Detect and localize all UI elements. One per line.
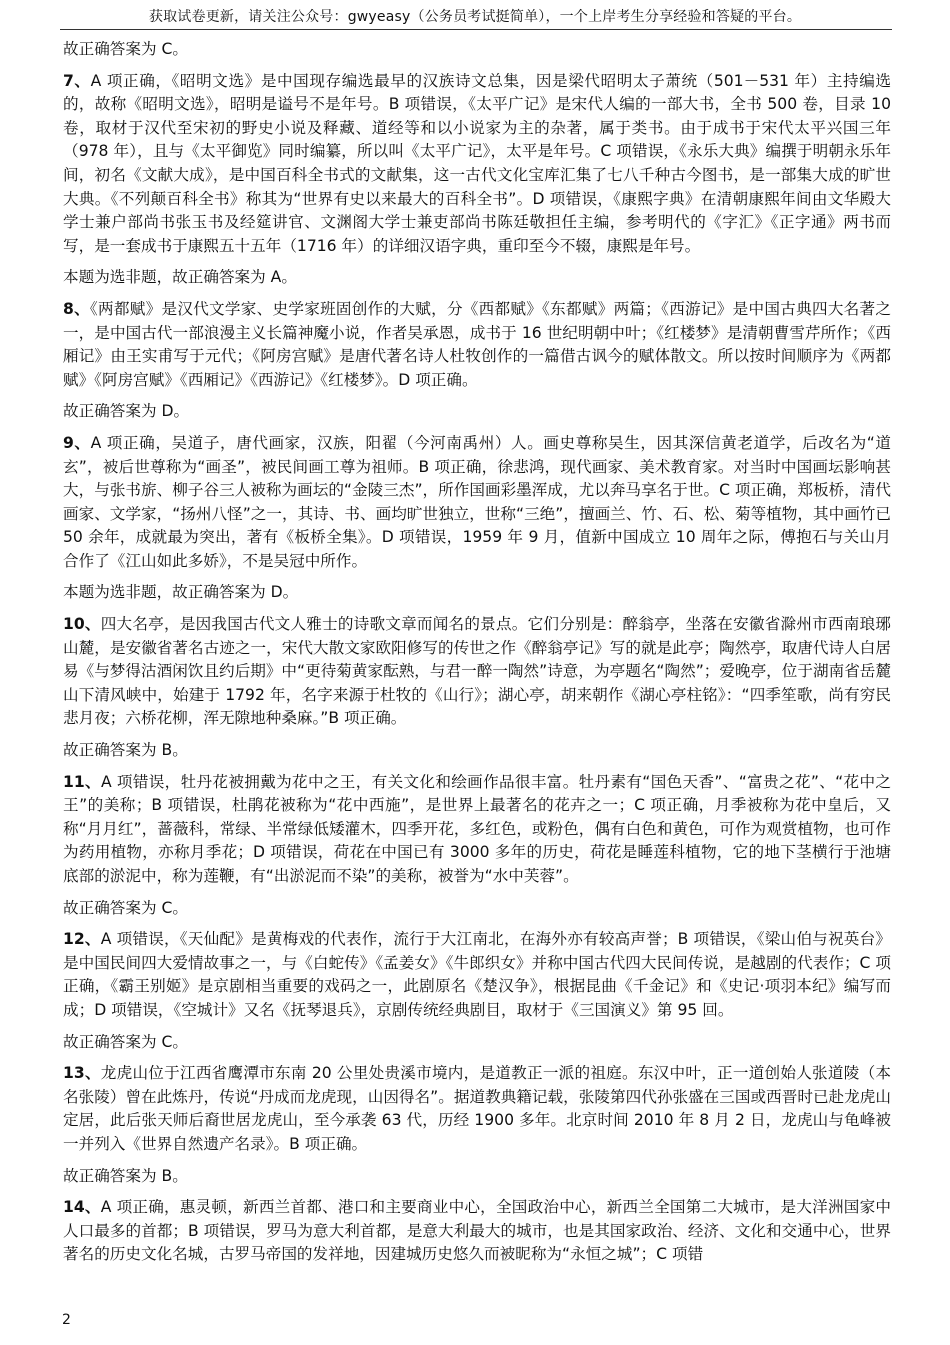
answer-line: 本题为选非题，故正确答案为 D。: [63, 583, 299, 602]
explanation-text: 《两都赋》是汉代文学家、史学家班固创作的大赋，分《西都赋》《东都赋》两篇；《西游记》是中国古典四大名著之一，是中国古代一部浪漫主义长篇神魔小说，作者吴承恩，成书于 16 世纪明朝中叶；《红楼梦》是清朝曹雪芹所作；《西厢记》由王实甫写于元代；《阿房宫赋》是唐代著名诗人杜牧创作的一篇借古讽今的赋体散文。所以按时间顺序为《两都赋》《阿房宫赋》《西厢记》《西游记》《红楼梦》。D 项正确。: [63, 299, 891, 389]
explanation-text: A 项错误，《天仙配》是黄梅戏的代表作，流行于大江南北，在海外亦有较高声誉；B 项错误，《梁山伯与祝英台》是中国民间四大爱情故事之一，与《白蛇传》《孟姜女》《牛郎织女》并称中国古代四大民间传说，是越剧的代表作；C 项正确，《霸王别姬》是京剧相当重要的戏码之一，此剧原名《楚汉争》，根据昆曲《千金记》和《史记·项羽本纪》编写而成；D 项错误，《空城计》又名《抚琴退兵》，京剧传统经典剧目，取材于《三国演义》第 95 回。: [63, 930, 892, 1019]
answer-line: 故正确答案为 C。: [63, 40, 189, 58]
answer-line: 本题为选非题，故正确答案为 A。: [63, 268, 297, 287]
question-explanation-7: [63, 70, 891, 259]
explanation-text: A 项错误，牡丹花被拥戴为花中之王，有关文化和绘画作品很丰富。牡丹素有“国色天香”、“富贵之花”、“花中之王”的美称；B 项错误，杜鹃花被称为“花中西施”，是世界上最著名的花卉之一；C 项正确，月季被称为花中皇后，又称“月月红”，蔷薇科，常绿、半常绿低矮灌木，四季开花，多红色，或粉色，偶有白色和黄色，可作为观赏植物，也可作为药用植物，亦称月季花；D 项错误，荷花在中国已有 3000 多年的历史，荷花是睡莲科植物，它的地下茎横行于池塘底部的淤泥中，称为莲鞭，有“出淤泥而不染”的美称，被誉为“水中芙蓉”。: [63, 772, 891, 885]
answer-line: 故正确答案为 B。: [63, 741, 188, 760]
question-number: 9、: [63, 433, 91, 452]
page-header: 获取试卷更新，请关注公众号：gwyeasy（公务员考试挺简单），一个上岸考生分享经验和答疑的平台。: [148, 9, 802, 25]
answer-line: 故正确答案为 B。: [63, 1166, 188, 1185]
explanation-text: A 项正确，吴道子，唐代画家，汉族，阳翟（今河南禹州）人。画史尊称吴生，因其深信黄老道学，后改名为“道玄”，被后世尊称为“画圣”，被民间画工尊为祖师。B 项正确，徐悲鸿，现代画家、美术教育家。对当时中国画坛影响甚大，与张书旂、柳子谷三人被称为画坛的“金陵三杰”，所作国画彩墨浑成，尤以奔马享名于世。C 项正确，郑板桥，清代画家、文学家，“扬州八怪”之一，其诗、书、画均旷世独立，世称“三绝”，擅画兰、竹、石、松、菊等植物，其中画竹已 50 余年，成就最为突出，著有《板桥全集》。D 项错误，1959 年 9 月，值新中国成立 10 周年之际，傅抱石与关山月合作了《江山如此多娇》，不是吴冠中所作。: [63, 433, 891, 570]
question-number: 14、: [63, 1198, 101, 1217]
question-explanation-13: [63, 1062, 891, 1156]
question-number: 13、: [63, 1064, 101, 1083]
question-number: 7、: [63, 71, 91, 90]
explanation-text: A 项正确，《昭明文选》是中国现存编选最早的汉族诗文总集，因是梁代昭明太子萧统（501－531 年）主持编选的，故称《昭明文选》，昭明是谥号不是年号。B 项错误，《太平广记》是宋代人编的一部大书，全书 500 卷，目录 10 卷，取材于汉代至宋初的野史小说及释藏、道经等和以小说家为主的杂著，属于类书。由于成书于宋代太平兴国三年（978 年），且与《太平御览》同时编纂，所以叫《太平广记》，太平是年号。C 项错误，《永乐大典》编撰于明朝永乐年间，初名《文献大成》，是中国百科全书式的文献集，这一古代文化宝库汇集了七八千种古今图书，是一部集大成的旷世大典。《不列颠百科全书》称其为“世界有史以来最大的百科全书”。D 项错误，《康熙字典》在清朝康熙年间由文华殿大学士兼户部尚书张玉书及经筵讲官、文渊阁大学士兼吏部尚书陈廷敬担任主编，参考明代的《字汇》《正字通》两书而写，是一套成书于康熙五十五年（1716 年）的详细汉语字典，重印至今不辍，康熙是年号。: [63, 71, 891, 255]
answer-line: 故正确答案为 C。: [63, 1032, 189, 1051]
question-explanation-12: [63, 928, 891, 1022]
page-number: 2: [62, 1312, 71, 1328]
answer-explanations: [63, 38, 891, 1275]
question-number: 11、: [63, 772, 101, 791]
question-explanation-14: [63, 1196, 891, 1267]
explanation-text: 龙虎山位于江西省鹰潭市东南 20 公里处贵溪市境内，是道教正一派的祖庭。东汉中叶，正一道创始人张道陵（本名张陵）曾在此炼丹，传说“丹成而龙虎现，山因得名”。据道教典籍记载，张陵第四代孙张盛在三国或西晋时已赴龙虎山定居，此后张天师后裔世居龙虎山，至今承袭 63 代，历经 1900 多年。北京时间 2010 年 8 月 2 日，龙虎山与龟峰被一并列入《世界自然遗产名录》。B 项正确。: [63, 1064, 892, 1153]
question-explanation-11: [63, 771, 891, 889]
question-explanation-10: [63, 613, 891, 731]
question-explanation-9: [63, 432, 891, 574]
answer-line: 故正确答案为 D。: [63, 402, 190, 421]
question-number: 10、: [63, 615, 101, 634]
answer-line: 故正确答案为 C。: [63, 898, 189, 917]
question-explanation-8: [63, 298, 891, 392]
explanation-text: A 项正确，惠灵顿，新西兰首都、港口和主要商业中心，全国政治中心，新西兰全国第二大城市，是大洋洲国家中人口最多的首都；B 项错误，罗马为意大利首都，是意大利最大的城市，也是其国家政治、经济、文化和交通中心，世界著名的历史文化名城，古罗马帝国的发祥地，因建城历史悠久而被昵称为“永恒之城”；C 项错: [63, 1198, 892, 1264]
header-divider: [60, 29, 892, 30]
question-number: 8、: [63, 299, 90, 318]
explanation-text: 四大名亭，是因我国古代文人雅士的诗歌文章而闻名的景点。它们分别是：醉翁亭，坐落在安徽省滁州市西南琅琊山麓，是安徽省著名古迹之一，宋代大散文家欧阳修写的传世之作《醉翁亭记》写的就是此亭；陶然亭，取唐代诗人白居易《与梦得沽酒闲饮且约后期》中“更待菊黄家酝熟，与君一醉一陶然”诗意，为亭题名“陶然”；爱晚亭，位于湖南省岳麓山下清风峡中，始建于 1792 年，名字来源于杜牧的《山行》；湖心亭，胡来朝作《湖心亭柱铭》：“四季笙歌，尚有穷民悲月夜；六桥花柳，浑无隙地种桑麻。”B 项正确。: [63, 615, 891, 728]
question-number: 12、: [63, 930, 101, 949]
